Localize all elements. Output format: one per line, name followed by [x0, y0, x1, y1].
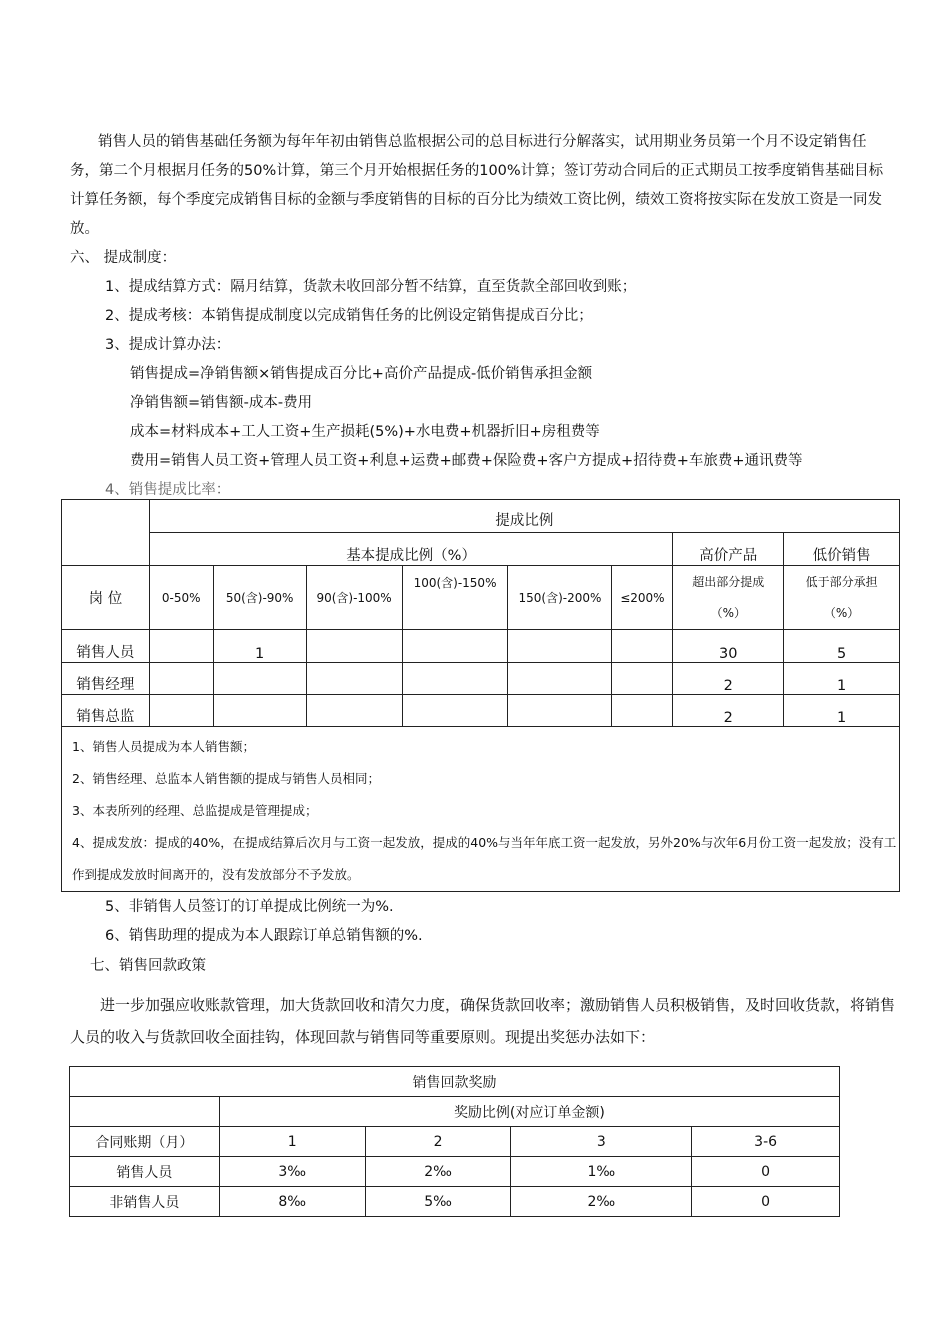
row-value: 1 — [213, 630, 306, 663]
note-4: 4、提成发放：提成的40%，在提成结算后次月与工资一起发放，提成的40%与当年年底工资一起发放，另外20%与次年6月份工资一起发放；没有工作到提成发放时间离开的，没有发放部分不予发放。 — [72, 835, 897, 882]
formula-cost: 成本=材料成本+工人工资+生产损耗(5%)+水电费+机器折旧+房租费等 — [130, 424, 600, 440]
row-value: 8‰ — [219, 1187, 365, 1217]
header-basic-ratio: 基本提成比例（%） — [149, 533, 673, 566]
row-value: 2‰ — [365, 1157, 511, 1187]
section6-item3: 3、提成计算办法： — [105, 337, 231, 353]
section6-item1: 1、提成结算方式：隔月结算，货款未收回部分暂不结算，直至货款全部回收到账； — [105, 279, 637, 295]
reward-corner-cell — [70, 1097, 220, 1127]
row-high-value: 2 — [673, 695, 784, 727]
table-row — [70, 1157, 840, 1187]
section7-paragraph: 进一步加强应收账款管理，加大货款回收和清欠力度，确保货款回收率；激励销售人员积极销售，及时回收货款，将销售人员的收入与货款回收全面挂钩，体现回款与销售同等重要原则。现提出奖惩办法如下： — [70, 996, 896, 1046]
table-row — [62, 695, 900, 727]
range-90-100: 90(含)-100% — [306, 566, 402, 630]
payment-reward-table — [69, 1066, 840, 1217]
row-label: 销售人员 — [70, 1157, 220, 1187]
table-row — [62, 630, 900, 663]
row-value: 0 — [692, 1187, 840, 1217]
table-row — [70, 1187, 840, 1217]
range-100-150: 100(含)-150% — [402, 566, 508, 630]
row-value: 0 — [692, 1157, 840, 1187]
table-corner-cell — [62, 500, 150, 566]
row-value — [213, 663, 306, 695]
reward-table-title: 销售回款奖励 — [70, 1067, 840, 1097]
reward-subheader: 奖励比例(对应订单金额) — [219, 1097, 839, 1127]
header-position: 岗 位 — [62, 566, 150, 630]
formula-net-sales: 净销售额=销售额-成本-费用 — [130, 395, 313, 411]
formula-sales-commission: 销售提成=净销售额×销售提成百分比+高价产品提成-低价销售承担金额 — [130, 366, 593, 382]
commission-rate-table — [61, 499, 900, 892]
row-position: 销售经理 — [62, 663, 150, 695]
section7-heading: 七、销售回款政策 — [90, 958, 206, 974]
period-3-6: 3-6 — [692, 1127, 840, 1157]
period-3: 3 — [511, 1127, 692, 1157]
contract-period-label: 合同账期（月） — [70, 1127, 220, 1157]
note-3: 3、本表所列的经理、总监提成是管理提成； — [72, 803, 318, 818]
period-1: 1 — [219, 1127, 365, 1157]
section6-item4: 4、销售提成比率： — [105, 482, 231, 498]
note-1: 1、销售人员提成为本人销售额； — [72, 739, 255, 754]
range-0-50: 0-50% — [149, 566, 213, 630]
formula-expenses: 费用=销售人员工资+管理人员工资+利息+运费+邮费+保险费+客户方提成+招待费+车旅费+通讯费等 — [130, 453, 803, 469]
section6-item2: 2、提成考核：本销售提成制度以完成销售任务的比例设定销售提成百分比； — [105, 308, 593, 324]
section6-heading: 六、 提成制度： — [70, 250, 177, 266]
row-low-value: 1 — [784, 663, 900, 695]
range-150-200: 150(含)-200% — [508, 566, 612, 630]
row-value: 3‰ — [219, 1157, 365, 1187]
row-low-value: 5 — [784, 630, 900, 663]
row-value: 5‰ — [365, 1187, 511, 1217]
row-label: 非销售人员 — [70, 1187, 220, 1217]
row-position: 销售总监 — [62, 695, 150, 727]
row-value: 2‰ — [511, 1187, 692, 1217]
header-low-price: 低价销售 — [784, 533, 900, 566]
row-position: 销售人员 — [62, 630, 150, 663]
period-2: 2 — [365, 1127, 511, 1157]
range-50-90: 50(含)-90% — [213, 566, 306, 630]
row-value — [213, 695, 306, 727]
note-2: 2、销售经理、总监本人销售额的提成与销售人员相同； — [72, 771, 380, 786]
header-commission-ratio: 提成比例 — [149, 500, 899, 533]
intro-paragraph: 销售人员的销售基础任务额为每年年初由销售总监根据公司的总目标进行分解落实，试用期业务员第一个月不设定销售任务，第二个月根据月任务的50%计算，第三个月开始根据任务的100%计算；签订劳动合同后的正式期员工按季度销售基础目标计算任务额，每个季度完成销售目标的金额与季度销售的目标的百分比为绩效工资比例，绩效工资将按实际在发放工资是一同发放。 — [70, 134, 884, 237]
low-price-subheader: 低于部分承担 （%） — [784, 566, 900, 630]
table-row — [62, 663, 900, 695]
row-low-value: 1 — [784, 695, 900, 727]
row-high-value: 30 — [673, 630, 784, 663]
range-200: ≤200% — [612, 566, 673, 630]
row-value: 1‰ — [511, 1157, 692, 1187]
section6-item6: 6、销售助理的提成为本人跟踪订单总销售额的%. — [105, 928, 423, 944]
row-high-value: 2 — [673, 663, 784, 695]
table-notes — [62, 727, 900, 892]
high-price-subheader: 超出部分提成 （%） — [673, 566, 784, 630]
section6-item5: 5、非销售人员签订的订单提成比例统一为%. — [105, 899, 394, 915]
header-high-price: 高价产品 — [673, 533, 784, 566]
